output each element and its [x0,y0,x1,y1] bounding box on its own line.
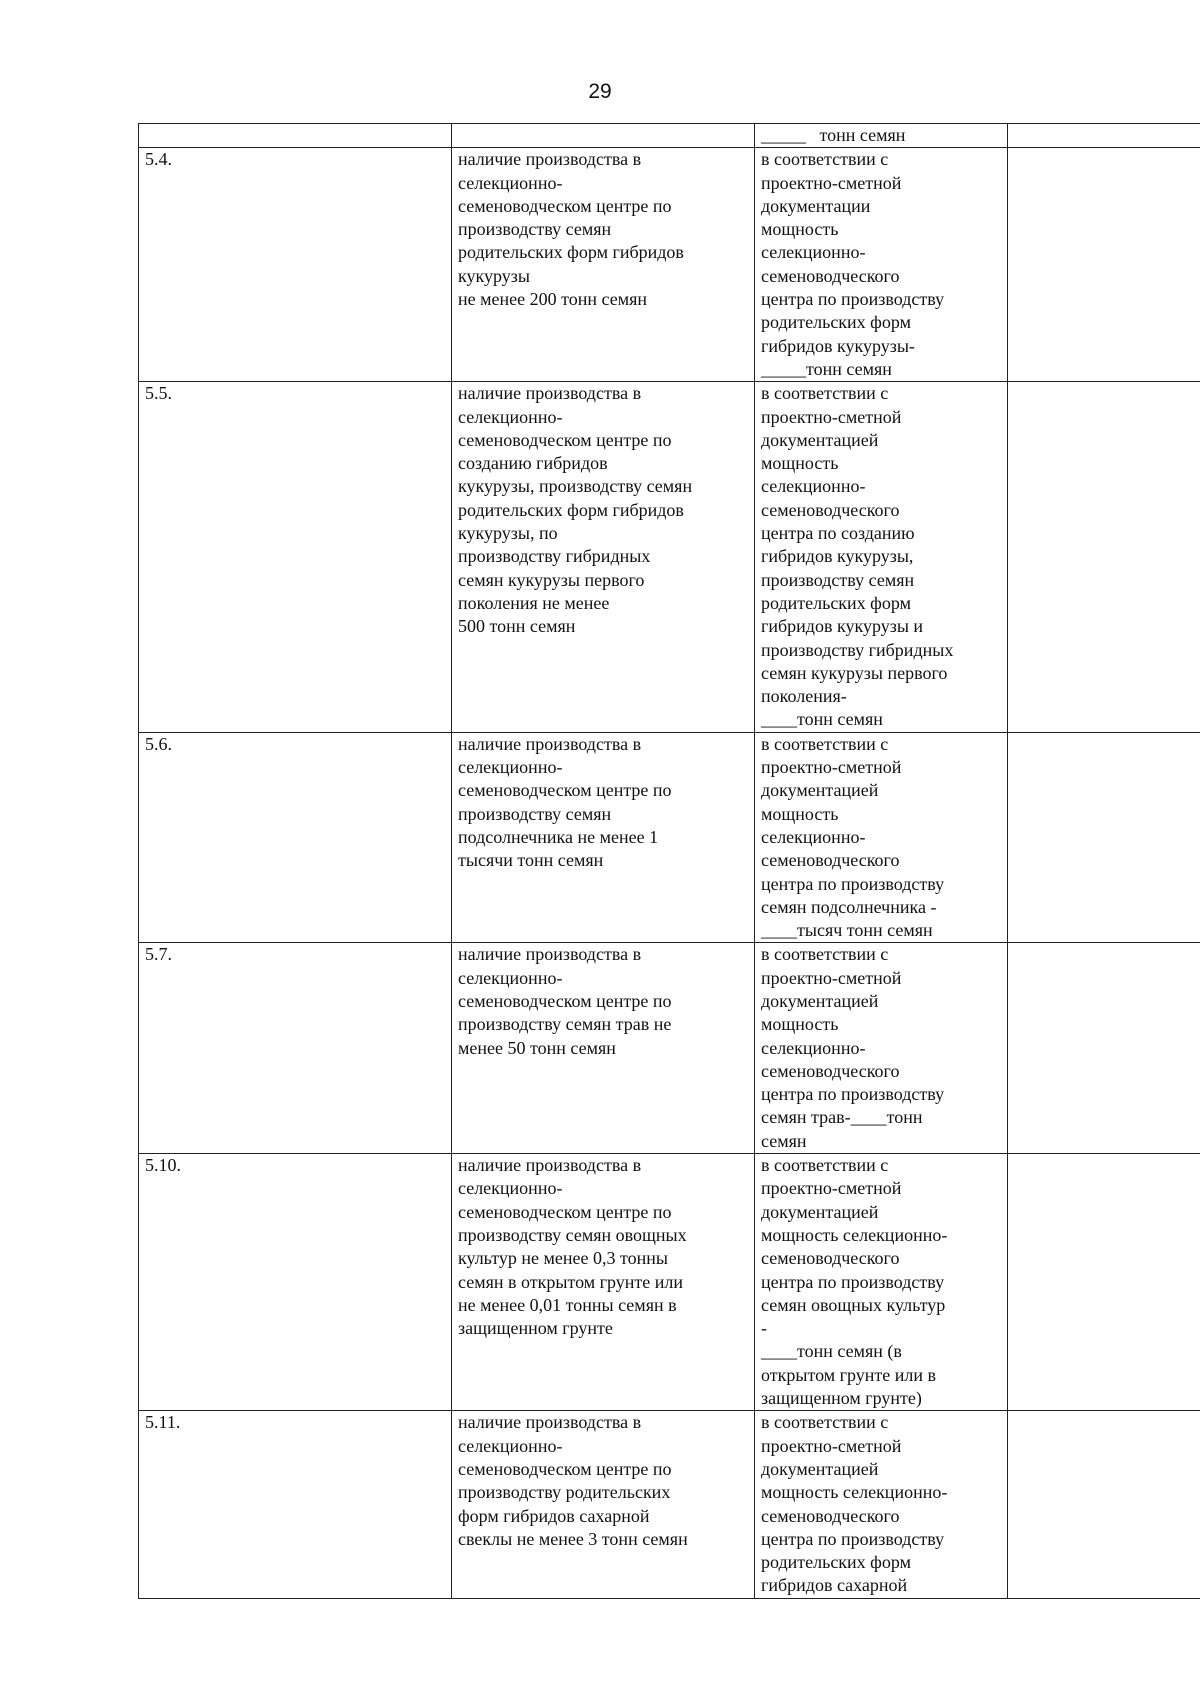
documentation-cell-line: центра по производству [761,1271,945,1292]
item-number-cell: 5.10. [139,1154,452,1411]
documentation-cell-line: центра по производству [761,1528,945,1549]
documentation-cell-line: семян [761,1130,807,1151]
requirement-cell-line: селекционно- [458,406,563,427]
item-number-cell: 5.11. [139,1411,452,1598]
requirement-cell-line: селекционно- [458,1178,563,1199]
requirement-cell-line: производству семян овощных [458,1224,687,1245]
documentation-cell-line: документацией [761,990,879,1011]
documentation-cell-line: мощность [761,453,839,474]
documentation-cell-line: селекционно- [761,1037,866,1058]
documentation-cell-line: проектно-сметной [761,1435,902,1456]
documentation-cell-line: _____ тонн семян [761,125,906,145]
empty-cell [1008,732,1200,943]
item-number-cell [139,124,452,148]
table-row-continuation [139,124,1200,148]
documentation-cell-line: поколения- [761,686,847,707]
documentation-cell [755,1411,1008,1598]
table-row [139,943,1200,1154]
requirement-cell-line: кукурузы, производству семян [458,476,693,497]
requirement-cell-line: поколения не менее [458,592,610,613]
documentation-cell [755,148,1008,382]
documentation-cell-line: документации [761,195,871,216]
item-number-cell: 5.7. [139,943,452,1154]
requirement-cell-line: форм гибридов сахарной [458,1505,650,1526]
documentation-cell-line: в соответствии с [761,149,889,170]
table-row [139,382,1200,732]
documentation-cell-line: гибридов сахарной [761,1575,908,1596]
documentation-cell [755,124,1008,148]
empty-cell [1008,382,1200,732]
requirement-cell-line: 500 тонн семян [458,616,576,637]
item-number-cell: 5.6. [139,732,452,943]
requirement-cell [452,1411,755,1598]
requirement-cell-line: наличие производства в [458,1412,642,1433]
documentation-cell [755,1154,1008,1411]
requirement-cell-line: родительских форм гибридов [458,242,684,263]
documentation-cell-line: центра по производству [761,873,945,894]
documentation-cell-line: ____тонн семян [761,709,883,730]
table-body [139,124,1200,1599]
requirement-cell-line: производству семян [458,219,612,240]
documentation-cell-line: производству гибридных [761,639,954,660]
requirement-cell-line: производству семян [458,803,612,824]
documentation-cell-line: в соответствии с [761,733,889,754]
documentation-cell-line: в соответствии с [761,944,889,965]
documentation-cell-line: - [761,1318,767,1339]
requirement-cell-line: семян кукурузы первого [458,569,645,590]
documentation-cell-line: семян трав-____тонн [761,1107,923,1128]
documentation-cell [755,943,1008,1154]
documentation-cell-line: проектно-сметной [761,1178,902,1199]
documentation-cell-line: проектно-сметной [761,757,902,778]
documentation-cell-line: документацией [761,429,879,450]
empty-cell [1008,943,1200,1154]
item-number-cell: 5.4. [139,148,452,382]
documentation-cell-line: семян подсолнечника - [761,896,937,917]
table-row [139,148,1200,382]
requirement-cell-line: наличие производства в [458,944,642,965]
documentation-cell-line: в соответствии с [761,1155,889,1176]
documentation-cell-line: родительских форм [761,312,911,333]
table-row [139,1411,1200,1598]
documentation-cell-line: семян овощных культур [761,1294,946,1315]
requirement-cell [452,943,755,1154]
documentation-cell-line: семеноводческого [761,850,900,871]
requirement-cell-line: наличие производства в [458,383,642,404]
requirement-cell-line: не менее 0,01 тонны семян в [458,1294,677,1315]
requirement-cell-line: производству гибридных [458,546,651,567]
empty-cell [1008,1154,1200,1411]
documentation-cell-line: ____тонн семян (в [761,1341,902,1362]
documentation-cell-line: проектно-сметной [761,406,902,427]
documentation-cell-line: открытом грунте или в [761,1364,937,1385]
page-number: 29 [588,80,612,103]
requirement-cell-line: селекционно- [458,967,563,988]
documentation-cell-line: защищенном грунте) [761,1388,922,1409]
documentation-cell-line: в соответствии с [761,383,889,404]
documentation-cell-line: гибридов кукурузы- [761,335,915,356]
documentation-cell [755,732,1008,943]
empty-cell [1008,148,1200,382]
documentation-cell-line: семян кукурузы первого [761,662,948,683]
requirement-cell-line: семян в открытом грунте или [458,1271,684,1292]
documentation-cell-line: проектно-сметной [761,967,902,988]
empty-cell [1008,124,1200,148]
requirement-cell [452,1154,755,1411]
documentation-cell-line: семеноводческого [761,499,900,520]
requirements-table [138,123,1200,1599]
requirement-cell-line: кукурузы [458,265,530,286]
requirement-cell-line: семеноводческом центре по [458,1201,672,1222]
requirement-cell-line: подсолнечника не менее 1 [458,826,659,847]
requirement-cell [452,732,755,943]
documentation-cell-line: производству семян [761,569,915,590]
requirement-cell-line: семеноводческом центре по [458,990,672,1011]
documentation-cell-line: семеноводческого [761,1060,900,1081]
requirement-cell-line: семеноводческом центре по [458,780,672,801]
item-number-cell: 5.5. [139,382,452,732]
requirement-cell-line: семеноводческом центре по [458,195,672,216]
requirement-cell-line: менее 50 тонн семян [458,1037,616,1058]
requirement-cell-line: производству родительских [458,1482,671,1503]
documentation-cell-line: мощность [761,219,839,240]
documentation-cell-line: гибридов кукурузы, [761,546,914,567]
requirement-cell-line: кукурузы, по [458,523,558,544]
requirement-cell-line: свеклы не менее 3 тонн семян [458,1528,688,1549]
documentation-cell-line: родительских форм [761,1552,911,1573]
documentation-cell-line: семеноводческого [761,265,900,286]
documentation-cell-line: центра по созданию [761,523,915,544]
requirement-cell [452,124,755,148]
requirement-cell [452,382,755,732]
documentation-cell-line: селекционно- [761,476,866,497]
documentation-cell-line: мощность [761,803,839,824]
requirement-cell-line: семеноводческом центре по [458,1458,672,1479]
documentation-cell-line: документацией [761,1458,879,1479]
documentation-cell [755,382,1008,732]
requirement-cell-line: культур не менее 0,3 тонны [458,1248,668,1269]
table-row [139,1154,1200,1411]
documentation-cell-line: документацией [761,780,879,801]
requirement-cell-line: селекционно- [458,172,563,193]
requirement-cell-line: семеноводческом центре по [458,429,672,450]
requirement-cell-line: наличие производства в [458,149,642,170]
requirement-cell-line: не менее 200 тонн семян [458,289,648,310]
requirement-cell-line: селекционно- [458,757,563,778]
documentation-cell-line: селекционно- [761,826,866,847]
documentation-cell-line: семеноводческого [761,1248,900,1269]
documentation-cell-line: в соответствии с [761,1412,889,1433]
requirement-cell-line: наличие производства в [458,1155,642,1176]
documentation-cell-line: мощность [761,1014,839,1035]
documentation-cell-line: ____тысяч тонн семян [761,920,933,941]
documentation-cell-line: _____тонн семян [761,358,892,379]
requirement-cell [452,148,755,382]
requirement-cell-line: производству семян трав не [458,1014,672,1035]
requirement-cell-line: созданию гибридов [458,453,608,474]
documentation-cell-line: мощность селекционно- [761,1224,948,1245]
documentation-cell-line: проектно-сметной [761,172,902,193]
requirement-cell-line: родительских форм гибридов [458,499,684,520]
documentation-cell-line: документацией [761,1201,879,1222]
empty-cell [1008,1411,1200,1598]
documentation-cell-line: семеноводческого [761,1505,900,1526]
requirement-cell-line: наличие производства в [458,733,642,754]
documentation-cell-line: центра по производству [761,289,945,310]
documentation-cell-line: селекционно- [761,242,866,263]
requirement-cell-line: тысячи тонн семян [458,850,604,871]
documentation-cell-line: центра по производству [761,1084,945,1105]
table-row [139,732,1200,943]
requirement-cell-line: защищенном грунте [458,1318,613,1339]
documentation-cell-line: родительских форм [761,592,911,613]
documentation-cell-line: мощность селекционно- [761,1482,948,1503]
documentation-cell-line: гибридов кукурузы и [761,616,924,637]
requirement-cell-line: селекционно- [458,1435,563,1456]
